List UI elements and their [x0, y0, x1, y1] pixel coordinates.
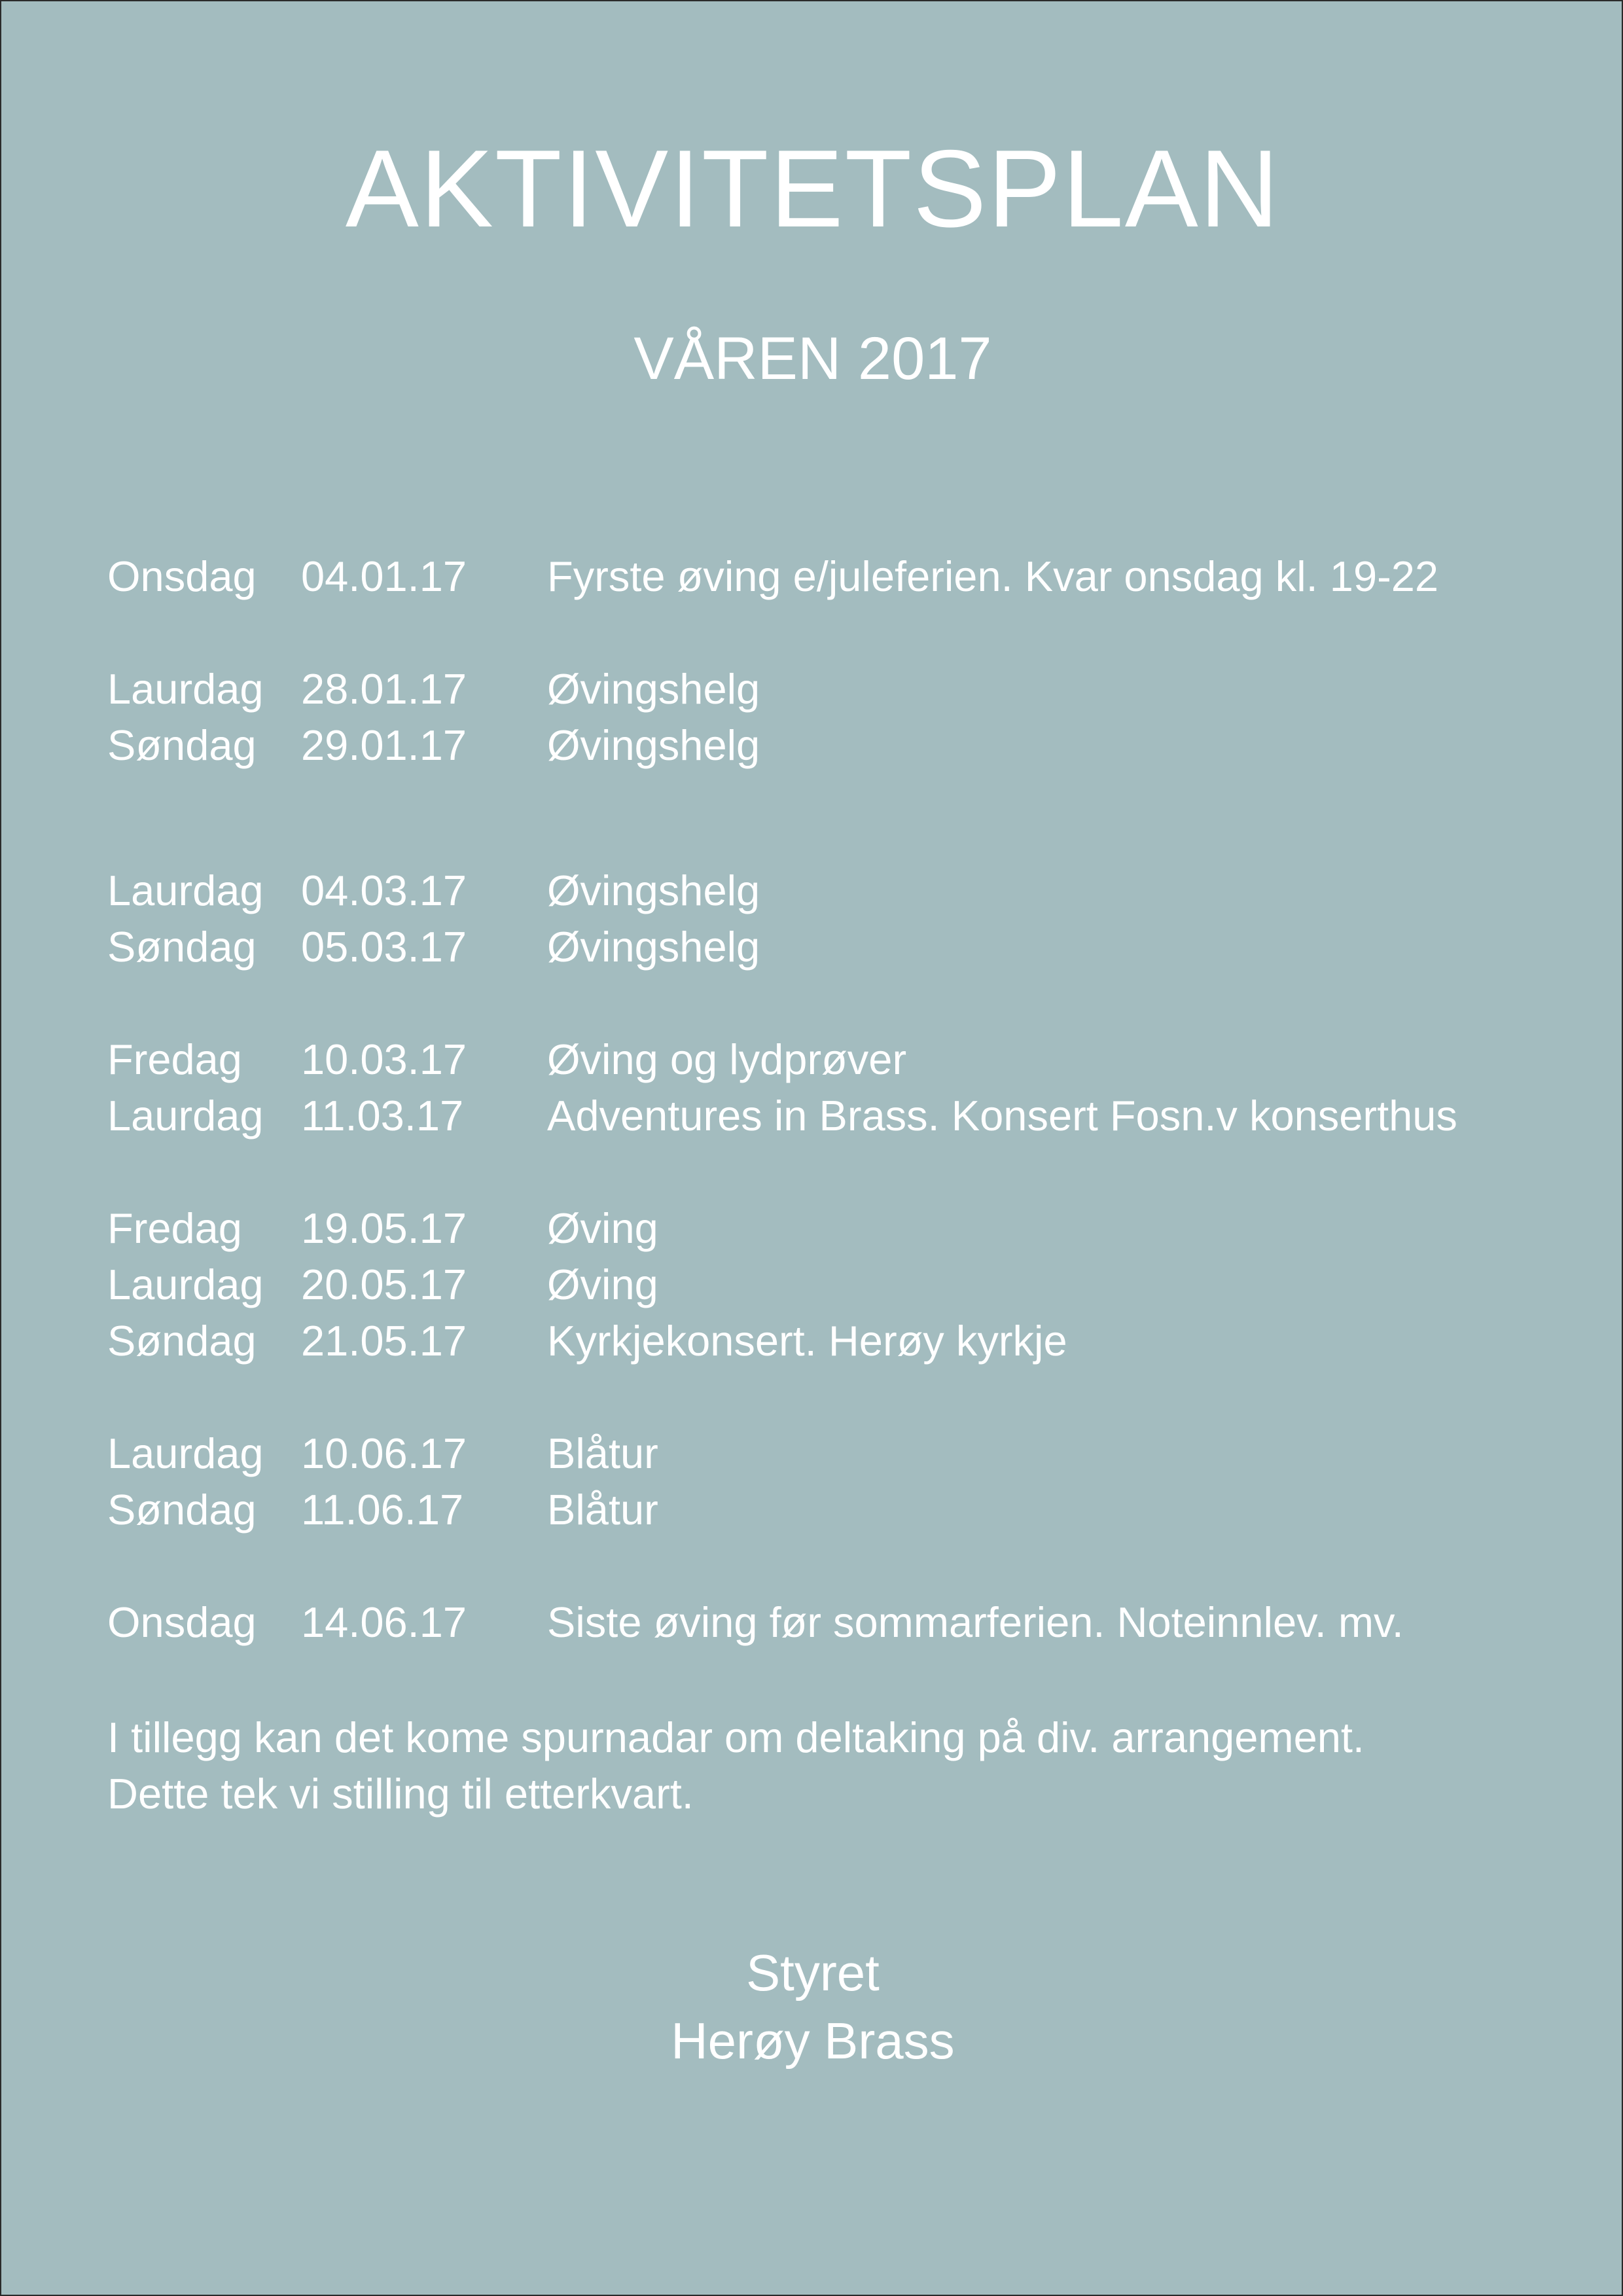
schedule-day: Onsdag — [107, 552, 257, 600]
schedule-description: Blåtur — [547, 1429, 658, 1477]
note-line: Dette tek vi stilling til etterkvart. — [107, 1770, 694, 1818]
schedule-date: 11.06.17 — [301, 1486, 464, 1534]
schedule-description: Øvingshelg — [547, 923, 760, 971]
schedule-description: Kyrkjekonsert. Herøy kyrkje — [547, 1317, 1067, 1365]
schedule-day: Laurdag — [107, 665, 264, 713]
schedule-date: 05.03.17 — [301, 923, 467, 971]
schedule-description: Øving — [547, 1204, 658, 1252]
schedule-date: 29.01.17 — [301, 721, 467, 769]
schedule-day: Søndag — [107, 1486, 257, 1534]
schedule-description: Øvingshelg — [547, 665, 760, 713]
note-paragraph — [107, 1710, 1547, 1822]
schedule-row — [107, 1313, 1573, 1369]
schedule-date: 04.01.17 — [301, 552, 467, 600]
page-subtitle: VÅREN 2017 — [633, 325, 992, 392]
schedule-date: 19.05.17 — [301, 1204, 467, 1252]
schedule-day: Laurdag — [107, 1429, 264, 1477]
schedule-row — [107, 1426, 1573, 1482]
schedule-row — [107, 548, 1573, 605]
schedule-day: Laurdag — [107, 867, 264, 914]
schedule-row — [107, 919, 1573, 975]
schedule-day: Fredag — [107, 1204, 242, 1252]
schedule-description: Øvingshelg — [547, 867, 760, 914]
schedule-day: Søndag — [107, 1317, 257, 1365]
schedule-date: 14.06.17 — [301, 1598, 467, 1646]
schedule-day: Laurdag — [107, 1261, 264, 1308]
signature-line-organization: Herøy Brass — [671, 2012, 955, 2070]
schedule-description: Fyrste øving e/juleferien. Kvar onsdag kl. 19-22 — [547, 552, 1439, 600]
schedule-row — [107, 661, 1573, 717]
schedule-row — [107, 1482, 1573, 1538]
note-line: I tillegg kan det kome spurnadar om deltaking på div. arrangement. — [107, 1713, 1364, 1761]
schedule-row — [107, 1594, 1573, 1651]
schedule-description: Øving — [547, 1261, 658, 1308]
schedule-row — [107, 1031, 1573, 1088]
schedule-day: Laurdag — [107, 1092, 264, 1139]
schedule-row — [107, 1088, 1573, 1144]
schedule-date: 11.03.17 — [301, 1092, 464, 1139]
schedule-date: 20.05.17 — [301, 1261, 467, 1308]
schedule-description: Blåtur — [547, 1486, 658, 1534]
schedule-row — [107, 1257, 1573, 1313]
schedule-date: 21.05.17 — [301, 1317, 467, 1365]
signature-block — [1, 1939, 1623, 2075]
signature-line-board: Styret — [746, 1944, 880, 2001]
schedule-description: Øving og lydprøver — [547, 1035, 907, 1083]
schedule-day: Fredag — [107, 1035, 242, 1083]
schedule-row — [107, 1200, 1573, 1257]
schedule-description: Adventures in Brass. Konsert Fosn.v konserthus — [547, 1092, 1457, 1139]
schedule-date: 28.01.17 — [301, 665, 467, 713]
schedule-day: Søndag — [107, 721, 257, 769]
page-title: AKTIVITETSPLAN — [345, 127, 1281, 250]
schedule-date: 10.06.17 — [301, 1429, 467, 1477]
schedule-date: 10.03.17 — [301, 1035, 467, 1083]
schedule-day: Onsdag — [107, 1598, 257, 1646]
schedule-day: Søndag — [107, 923, 257, 971]
schedule-date: 04.03.17 — [301, 867, 467, 914]
schedule-description: Øvingshelg — [547, 721, 760, 769]
schedule-description: Siste øving før sommarferien. Noteinnlev. mv. — [547, 1598, 1404, 1646]
schedule-row — [107, 863, 1573, 919]
schedule-row — [107, 717, 1573, 774]
